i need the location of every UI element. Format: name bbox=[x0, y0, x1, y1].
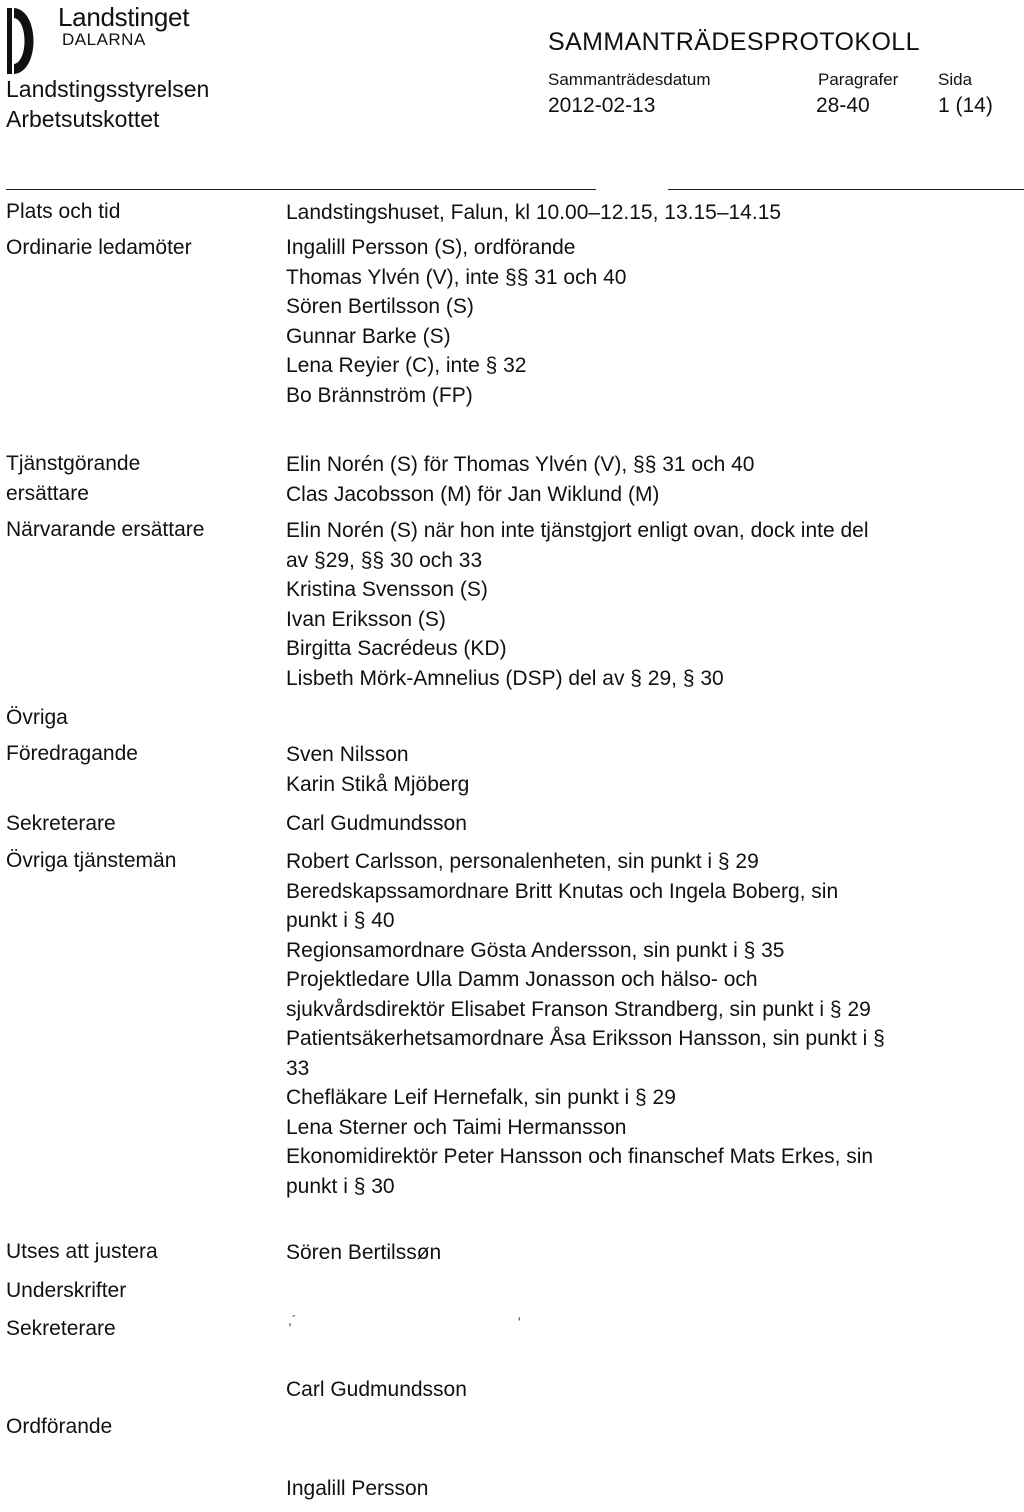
org-name: Landstinget bbox=[58, 2, 190, 32]
org-sub: DALARNA bbox=[62, 30, 146, 49]
member-line: Lena Reyier (C), inte § 32 bbox=[286, 354, 527, 377]
attendee-line: Lisbeth Mörk-Amnelius (DSP) del av § 29, § 30 bbox=[286, 666, 724, 690]
official-line: Patientsäkerhetsamordnare Åsa Eriksson Hansson, sin punkt i § bbox=[286, 1027, 885, 1050]
attendee-line: Birgitta Sacrédeus (KD) bbox=[286, 637, 507, 660]
secretary-signature-name: Carl Gudmundsson bbox=[286, 1378, 467, 1401]
org-line2: Arbetsutskottet bbox=[6, 106, 160, 132]
member-line: Ingalill Persson (S), ordförande bbox=[286, 236, 576, 259]
tjanstgorande-label: Tjänstgörande bbox=[6, 452, 141, 475]
official-line: punkt i § 30 bbox=[286, 1174, 395, 1198]
utses-label: Utses att justera bbox=[6, 1240, 158, 1263]
landstinget-logo-icon bbox=[6, 6, 36, 76]
signature-sekreterare-label: Sekreterare bbox=[6, 1317, 116, 1340]
ovriga-tjansteman-label: Övriga tjänstemän bbox=[6, 849, 177, 872]
presenter-line: Sven Nilsson bbox=[286, 743, 409, 766]
plats-label: Plats och tid bbox=[6, 200, 121, 223]
ordinarie-label: Ordinarie ledamöter bbox=[6, 236, 192, 259]
official-line: Ekonomidirektör Peter Hansson och finanschef Mats Erkes, sin bbox=[286, 1145, 874, 1168]
para-label: Paragrafer bbox=[818, 70, 899, 89]
para-value: 28-40 bbox=[816, 94, 870, 117]
attendee-line: Ivan Eriksson (S) bbox=[286, 607, 446, 631]
underskrifter-label: Underskrifter bbox=[6, 1279, 127, 1302]
official-line: Chefläkare Leif Hernefalk, sin punkt i § 29 bbox=[286, 1086, 676, 1109]
attendee-line: Kristina Svensson (S) bbox=[286, 578, 488, 601]
attendee-line: av §29, §§ 30 och 33 bbox=[286, 548, 483, 572]
page-value: 1 (14) bbox=[938, 94, 993, 117]
sekreterare-label: Sekreterare bbox=[6, 812, 116, 835]
official-line: Regionsamordnare Gösta Andersson, sin punkt i § 35 bbox=[286, 938, 785, 962]
narvarande-label: Närvarande ersättare bbox=[6, 518, 205, 541]
official-line: Projektledare Ulla Damm Jonasson och hälso- och bbox=[286, 968, 758, 991]
header-divider-left bbox=[6, 189, 596, 190]
signature-sekreterare-name bbox=[286, 1375, 467, 1405]
header-divider-right bbox=[668, 189, 1024, 190]
adjuster-name: Sören Bertilssøn bbox=[286, 1241, 442, 1264]
member-line: Sören Bertilsson (S) bbox=[286, 295, 474, 318]
substitute-line: Clas Jacobsson (M) för Jan Wiklund (M) bbox=[286, 482, 660, 506]
narvarande-list bbox=[286, 516, 869, 693]
member-line: Thomas Ylvén (V), inte §§ 31 och 40 bbox=[286, 265, 627, 289]
page-label: Sida bbox=[938, 70, 973, 89]
official-line: sjukvårdsdirektör Elisabet Franson Strandberg, sin punkt i § 29 bbox=[286, 997, 871, 1021]
tjanstgorande-label-2: ersättare bbox=[6, 482, 89, 505]
signature-mark: ' bbox=[518, 1314, 521, 1330]
member-line: Bo Brännström (FP) bbox=[286, 383, 473, 407]
ordforande-label: Ordförande bbox=[6, 1415, 113, 1438]
date-value: 2012-02-13 bbox=[548, 94, 656, 117]
official-line: Beredskapssamordnare Britt Knutas och Ingela Boberg, sin bbox=[286, 879, 839, 903]
official-line: punkt i § 40 bbox=[286, 909, 395, 932]
tjanstgorande-list bbox=[286, 450, 754, 509]
secretary-line: Carl Gudmundsson bbox=[286, 812, 467, 835]
ovriga-label: Övriga bbox=[6, 706, 68, 729]
foredragande-list bbox=[286, 740, 469, 799]
attendee-line: Elin Norén (S) när hon inte tjänstgjort enligt ovan, dock inte del bbox=[286, 519, 869, 542]
chair-signature-name: Ingalill Persson bbox=[286, 1477, 429, 1500]
plats-line: Landstingshuset, Falun, kl 10.00–12.15, 13.15–14.15 bbox=[286, 201, 782, 224]
official-line: 33 bbox=[286, 1056, 310, 1080]
substitute-line: Elin Norén (S) för Thomas Ylvén (V), §§ 31 och 40 bbox=[286, 453, 755, 476]
presenter-line: Karin Stikå Mjöberg bbox=[286, 772, 470, 796]
sekreterare-list bbox=[286, 809, 467, 839]
document-title: SAMMANTRÄDESPROTOKOLL bbox=[548, 28, 920, 56]
official-line: Lena Sterner och Taimi Hermansson bbox=[286, 1115, 627, 1139]
org-line1: Landstingsstyrelsen bbox=[6, 76, 210, 102]
ordinarie-list bbox=[286, 233, 626, 410]
plats-content bbox=[286, 198, 781, 228]
utses-value bbox=[286, 1238, 441, 1268]
member-line: Gunnar Barke (S) bbox=[286, 324, 451, 348]
foredragande-label: Föredragande bbox=[6, 742, 138, 765]
official-line: Robert Carlsson, personalenheten, sin punkt i § 29 bbox=[286, 850, 759, 873]
ordforande-name bbox=[286, 1474, 428, 1504]
signature-mark: ,´ bbox=[288, 1312, 297, 1328]
ovriga-tjansteman-list bbox=[286, 847, 885, 1201]
date-label: Sammanträdesdatum bbox=[548, 70, 711, 89]
